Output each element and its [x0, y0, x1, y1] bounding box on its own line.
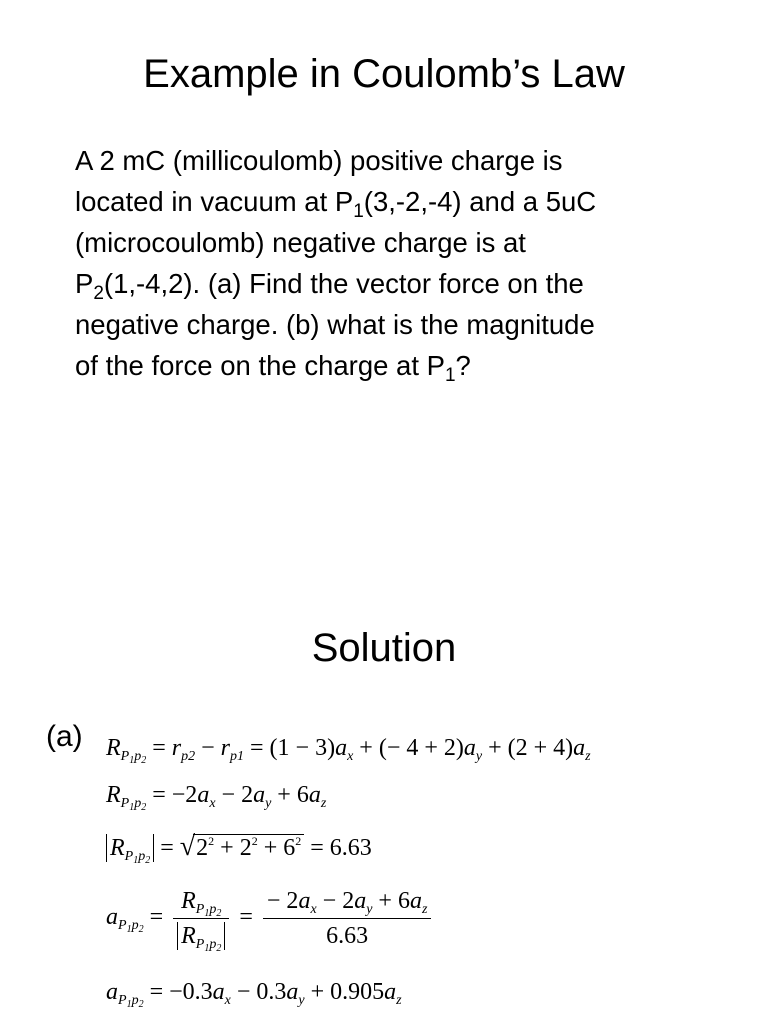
equation-displacement-components: $R_{P_1p_2} = -2a_x - 2a_y + 6a_z$ [106, 782, 327, 813]
eq3-value: = 6.63 [310, 835, 372, 861]
equation-displacement-vector: $R_{P_1p_2} = r_{p2} - r_{p1} = (1 - 3)a_x$ + (− $4 + 2)a_y + (2 + 4)a_z$ [106, 735, 591, 766]
problem-line-3: (microcoulomb) negative charge is at [75, 227, 526, 258]
eq4-denominator: 6.63 [326, 923, 369, 949]
eq2-rhs: = $-2a_x - 2a_y + 6a_z$ [152, 782, 327, 811]
eq5-rhs: = $-0.3a_x - 0.3a_y + 0.905a_z$ [149, 979, 402, 1008]
solution-heading: Solution [311, 626, 457, 670]
problem-line-5: negative charge. (b) what is the magnitude [75, 309, 595, 340]
problem-line-4: $P_2(1,-4,2)$. (a) Find the vector force on the [75, 268, 584, 304]
equation-unit-vector-result: $a_{P_1p_2} = -0.3a_x - 0.3a_y + 0.905a_z$ [106, 979, 402, 1010]
equation-magnitude: $R_{P_1p_2} = √2^2 + 2^2 + 6^2 = 6.63$ [106, 832, 372, 863]
problem-line-6: of the force on the charge at $P_1$? [75, 350, 471, 386]
slide-title: Example in Coulomb’s Law [143, 52, 625, 96]
equation-unit-vector-fraction: $a_{P_1p_2}$ = $\frac{R_{P_1p_2}}{R_{P_1p_2}}$ = $\frac{- 2a_x - 2a_y + 6a_z}{6.63}$ [106, 886, 435, 951]
eq4-numerator: − $2a_x - 2a_y + 6a_z$ [263, 886, 432, 919]
problem-line-2: located in vacuum at $P_1(3,-2,-4)$ and a 5uC [75, 186, 597, 222]
eq1-rhs: = $(1 - 3)a_x$ + (− $4 + 2)a_y + (2 + 4)a_z$ [250, 735, 591, 764]
problem-statement [75, 140, 745, 386]
problem-line-1: A 2 mC (millicoulomb) positive charge is [75, 145, 563, 176]
part-a-label: (a) [46, 720, 83, 753]
